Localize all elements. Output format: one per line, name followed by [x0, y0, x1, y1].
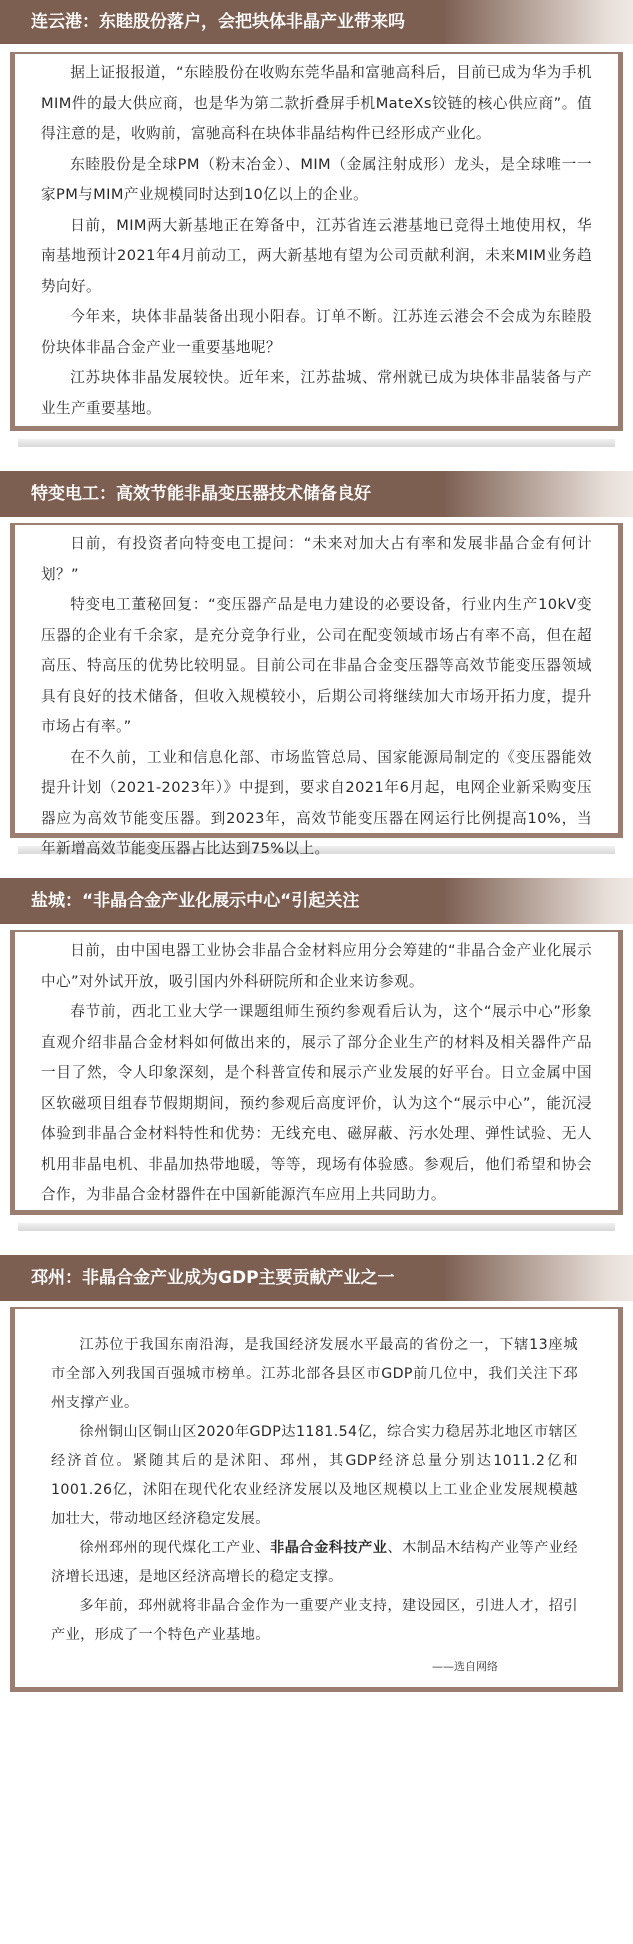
paragraph: 多年前，邳州就将非晶合金作为一重要产业支持，建设园区，引进人才，招引产业，形成了一个特色产业基地。	[51, 1598, 578, 1643]
section-header	[0, 0, 633, 44]
paragraph: 日前，由中国电器工业协会非晶合金材料应用分会筹建的“非晶合金产业化展示中心”对外试开放，吸引国内外科研院所和企业来访参观。	[41, 942, 592, 990]
section-lianyungang	[0, 0, 633, 447]
paragraph: 日前，有投资者向特变电工提问：“未来对加大占有率和发展非晶合金有何计划？”	[41, 535, 592, 583]
paragraph: 东睦股份是全球PM（粉末冶金）、MIM（金属注射成形）龙头，是全球唯一一家PM与MIM产业规模同时达到10亿以上的企业。	[41, 155, 592, 203]
paragraph: 在不久前，工业和信息化部、市场监管总局、国家能源局制定的《变压器能效提升计划（2021-2023年）》中提到，要求自2021年6月起，电网企业新采购变压器应为高效节能变压器。到2023年，高效节能变压器在网运行比例提高10%，当年新增高效节能变压器占比达到75%以上。	[41, 748, 592, 857]
paragraph: 徐州铜山区铜山区2020年GDP达1181.54亿，综合实力稳居苏北地区市辖区经济首位。紧随其后的是沭阳、邳州，其GDP经济总量分别达1011.2亿和1001.26亿，沭阳在现代化农业经济发展以及地区规模以上工业企业发展规模越加壮大，带动地区经济稳定发展。	[51, 1424, 578, 1527]
paragraph: 江苏块体非晶发展较快。近年来，江苏盐城、常州就已成为块体非晶装备与产业生产重要基地。	[41, 369, 592, 417]
content-box	[10, 52, 623, 431]
section-header	[0, 878, 633, 924]
source-signature: ——选自网络	[432, 1660, 498, 1673]
section-title: 邳州：非晶合金产业成为GDP主要贡献产业之一	[31, 1268, 395, 1288]
section-tbea	[0, 471, 633, 857]
section-title: 特变电工：高效节能非晶变压器技术储备良好	[31, 484, 371, 504]
paragraph: 春节前，西北工业大学一课题组师生预约参观看后认为，这个“展示中心”形象直观介绍非晶合金材料如何做出来的，展示了部分企业生产的材料及相关器件产品一目了然，令人印象深刻，是个科普宣传和展示产业发展的好平台。日立金属中国区软磁项目组春节假期期间，预约参观后高度评价，认为这个“展示中心”，能沉浸体验到非晶合金材料特性和优势：无线充电、磁屏蔽、污水处理、弹性试验、无人机用非晶电机、非晶加热带地暖，等等，现场有体验感。参观后，他们希望和协会合作，为非晶合金材器件在中国新能源汽车应用上共同助力。	[41, 1003, 592, 1203]
content-box	[10, 523, 623, 857]
text-span: 徐州邳州的现代煤化工产业、	[79, 1540, 271, 1556]
paragraph: 特变电工董秘回复：“变压器产品是电力建设的必要设备，行业内生产10kV变压器的企业有千余家，是充分竞争行业，公司在配变领域市场占有率不高，但在超高压、特高压的优势比较明显。目前公司在非晶合金变压器等高效节能变压器领域具有良好的技术储备，但收入规模较小，后期公司将继续加大市场开拓力度，提升市场占有率。”	[41, 596, 592, 735]
paragraph: 日前，MIM两大新基地正在筹备中，江苏省连云港基地已竞得土地使用权，华南基地预计2021年4月前动工，两大新基地有望为公司贡献利润，未来MIM业务趋势向好。	[41, 216, 592, 295]
section-yancheng	[0, 878, 633, 1231]
divider-bar	[18, 1223, 615, 1231]
divider-bar	[18, 439, 615, 447]
content-box	[10, 930, 623, 1215]
section-title: 连云港：东睦股份落户，会把块体非晶产业带来吗	[31, 12, 405, 32]
content-box	[10, 1307, 623, 1692]
section-header	[0, 471, 633, 517]
paragraph: 今年来，块体非晶装备出现小阳春。订单不断。江苏连云港会不会成为东睦股份块体非晶合金产业一重要基地呢？	[41, 308, 592, 356]
section-title: 盐城：“非晶合金产业化展示中心“引起关注	[31, 891, 360, 911]
paragraph	[51, 1534, 578, 1592]
section-header	[0, 1255, 633, 1301]
bold-highlight: 非晶合金科技产业	[270, 1540, 388, 1556]
section-pizhou	[0, 1255, 633, 1692]
paragraph: 江苏位于我国东南沿海，是我国经济发展水平最高的省份之一，下辖13座城市全部入列我国百强城市榜单。江苏北部各县区市GDP前几位中，我们关注下邳州支撑产业。	[51, 1337, 578, 1411]
text-span: 、木制品木结构产业等产业经济增长迅速，是地区经济高增长的稳定支撑。	[51, 1540, 579, 1585]
paragraph: 据上证报报道，“东睦股份在收购东莞华晶和富驰高科后，目前已成为华为手机MIM件的最大供应商，也是华为第二款折叠屏手机MateXs铰链的核心供应商”。值得注意的是，收购前，富驰高科在块体非晶结构件已经形成产业化。	[41, 64, 592, 142]
